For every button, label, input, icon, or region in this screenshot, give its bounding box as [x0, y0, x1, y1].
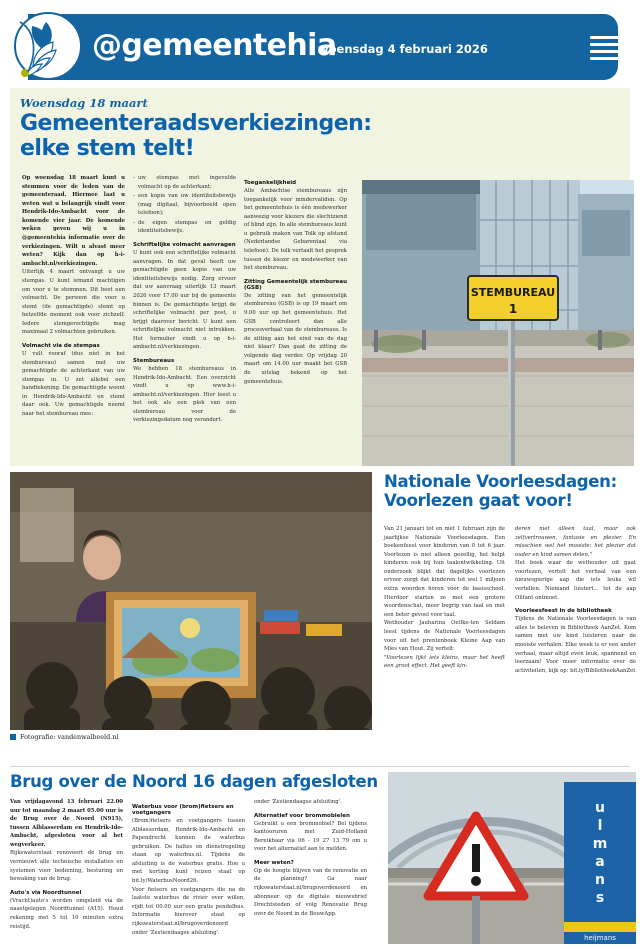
reading-para-bibliotheek: Tijdens de Nationale Voorleesdagen is van alles te beleven in Bibliotheek AanZet. Kom samen met uw kind luisteren naar de mooiste verhalen. Elke week is er een ander verhaal, maar altijd even leuk, spannend en leerzaam! Voor meer informatie over de activiteiten, kijk op: bit.ly/BibliotheekAanZet — [515, 616, 636, 674]
section-divider — [10, 766, 630, 767]
svg-text:1: 1 — [508, 302, 518, 316]
credit-square-icon — [10, 734, 16, 740]
elections-para-stembureaus: We hebben 18 stembureaus in Hendrik-Ido-Ambacht. Een overzicht vindt u op www.h-i-ambacht.nl/verkiezingen. Hier leest u het ook als een plek van een stembureau voor de verkiezingsdatum nog verandert. — [133, 365, 236, 424]
bridge-lead: Van vrijdagavond 13 februari 22.00 uur tot maandag 2 maart 05.00 uur is de Brug over de Noord (N915), tussen Alblasserdam en Hendrik-Ido-Ambacht, afgesloten voor al het wegverkeer. — [10, 799, 123, 848]
bridge-sub-waterbus: Waterbus voor (brom)fietsers en voetgangers — [132, 804, 234, 816]
elections-para-toegankelijkheid: Alle Ambachtse stembureaus zijn toegankelijk voor mindervaliden. Op het gemeentehuis is één medewerker aanwezig voor kiezers die slechtziend of blind zijn. In alle stembureaus kunt u gebruik maken van Tolk op afstand (Nederlandse Gebarentaal via telefoon). De tolk vertaalt het gesprek tussen de kiezer en medewerker van het stembureau. — [244, 188, 347, 272]
article-elections-column-2 — [133, 174, 236, 425]
bridge-para-waterbus-2: Voor fietsers en voetgangers die na de laatste waterbus de rivier over willen, rijdt tot 00.00 uur een gratis pendelbus. Informatie hierover staat op rijkswaterstaat.nl/brugoverdenoord onder 'Zestiendaagse afsluiting'. — [132, 886, 245, 936]
elections-sub-volmacht: Volmacht via de stempas — [22, 342, 100, 349]
elections-para-zitting: De zitting van het gemeentelijk stembureau (GSB) is op 19 maart om 9.00 uur op het gemeentehuis. Het GSB controleert dan alle procesverbaal van de stembureaus. Is de zitting aan het eind van de dag niet klaar? Dan gaat de zitting de volgende dag verder. Op vrijdag 20 maart om 14.00 uur maakt het GSB de uitslag bekend op het gemeentehuis. — [244, 292, 347, 385]
elections-sub-stembureaus: Stembureaus — [133, 357, 175, 364]
bridge-para-1: Rijkswaterstaat renoveert de brug en vernieuwt alle technische installaties en systemen voor bediening, besturing en bewaking van de brug. — [10, 850, 123, 883]
article-elections-column-1 — [22, 174, 125, 419]
roadworks-warning-sign-photo — [388, 772, 636, 944]
photo-credit-text: Fotografie: vandenwalbeeld.nl — [20, 733, 119, 741]
article-bridge-column-2 — [132, 798, 245, 937]
svg-text:a: a — [595, 854, 605, 870]
photo-credit — [10, 733, 118, 741]
list-item: - de eigen stempas en geldig identiteitsbewijs. — [133, 219, 236, 236]
reading-sub-bibliotheek: Voorleesfeest in de bibliotheek — [515, 608, 612, 615]
article-bridge-headline: Brug over de Noord 16 dagen afgesloten — [10, 772, 378, 791]
bridge-sub-brommobielen: Alternatief voor brommobielen — [254, 812, 350, 819]
svg-text:heijmans: heijmans — [584, 934, 616, 942]
svg-text:n: n — [595, 872, 605, 888]
svg-text:u: u — [595, 800, 605, 816]
elections-bullet-list — [133, 174, 236, 236]
article-reading-column-1 — [384, 525, 505, 671]
masthead — [0, 14, 640, 80]
article-elections — [10, 88, 630, 466]
reading-para-1: Van 21 januari tot en met 1 februari zijn de jaarlijkse Nationale Voorleesdagen. Een boekenfeest voor kinderen van 0 tot 6 jaar. Voorlezen is niet alleen gezellig, het helpt kinderen ook bij hun taalontwikkeling. Uit onderzoek blijkt dat dagelijks voorlezen ervoor zorgt dat kinderen tot wel 1 miljoen extra woorden horen vóór de basisschool. Hierdoor starten ze met een grotere woordenschat, meer begrip van taal en met een beter gevoel voor taal. — [384, 526, 505, 618]
article-reading — [10, 472, 636, 762]
elections-sub-toegankelijkheid: Toegankelijkheid — [244, 180, 297, 186]
elections-sub-zitting: Zitting Gemeentelijk stembureau (GSB) — [244, 278, 348, 291]
elections-para-schriftelijk: U kunt ook een schriftelijke volmacht aanvragen. In dat geval heeft uw gemachtigde geen kopie van uw identiteitsbewijs nodig. Zorg ervoor dat uw aanvraag uiterlijk 13 maart 2026 voor 17.00 uur bij de gemeente binnen is. De gemachtigde krijgt de schriftelijke volmacht per post, u krijgt daarover bericht. U kunt een schriftelijke volmacht niet intrekken. Het formulier vindt u op h-i-ambacht.nl/verkiezingen. — [133, 250, 236, 351]
list-item: - een kopie van uw identiteitsbewijs (mag digitaal, bijvoorbeeld open telefoon); — [133, 192, 236, 218]
elections-para-volmacht: U vult vooraf (dus niet in het stembureau) samen met uw gemachtigde de achterkant van uw stempas in. U zet allebei een handtekening. De gemachtigde woont in Hendrik-Ido-Ambacht en stemt daar ook. Uw gemachtigde neemt naar het stembureau mee: — [22, 350, 125, 418]
bridge-para-continued: onder 'Zestiendaagse afsluiting'. — [254, 799, 342, 805]
elections-sub-schriftelijk: Schriftelijke volmacht aanvragen — [133, 242, 236, 249]
article-reading-column-2 — [515, 525, 636, 675]
article-elections-kicker: Woensdag 18 maart — [20, 96, 148, 110]
svg-text:m: m — [592, 836, 608, 852]
bridge-sub-meer: Meer weten? — [254, 859, 294, 866]
bridge-para-waterbus: (Brom)fietsers en voetgangers tussen Alblasserdam, Hendrik-Ido-Ambacht en Papendrecht kunnen de waterbus gebruiken. De haltes en dienstregeling staan op waterbus.nl. Tijdens de afsluiting is de waterbus gratis. Hoe u met korting kunt reizen staat op bit.ly/WaterbusNoord26. — [132, 818, 245, 885]
bridge-sub-auto: Auto's via Noordtunnel — [10, 889, 82, 896]
list-item: - uw stempas met ingevulde volmacht op de achterkant; — [133, 174, 236, 191]
reading-para-3: Het boek waar de wethouder uit gaat voorlezen, vertelt het verhaal van een nieuwsgierige aap die iets leuks wil vertellen. Niemand luistert… tot de aap Olifant ontmoet. — [515, 560, 636, 601]
svg-text:l: l — [597, 818, 603, 834]
article-bridge — [10, 772, 630, 944]
article-bridge-column-1 — [10, 798, 123, 931]
svg-text:s: s — [595, 890, 605, 906]
bridge-para-meer: Op de hoogte blijven van de renovatie en de planning? Ga naar rijkswaterstaat.nl/brugoverdenoord en abonneer op de digitale nieuwsbrief Drechtsteden of volg Renovatie Brug over de Noord in de BouwApp. — [254, 867, 367, 917]
leaf-flower-logo-icon — [16, 14, 82, 82]
bridge-para-auto: (Vracht)auto's worden omgeleid via de naastgelegen Noordtunnel (A15). Houd rekening met 5 tot 10 minuten extra reistijd. — [10, 897, 123, 930]
masthead-title: @gemeentehia — [92, 28, 337, 63]
bridge-para-brommobielen: Gebruikt u een brommobiel? Bel tijdens kantooruren met Zuid-Holland Bereikbaar via 06 - 19 27 13 79 om u voor het alternatief aan te melden. — [254, 820, 367, 853]
reading-quote-start: "Voorlezen lijkt iets kleins, maar het heeft een groot effect. Het geeft kin- — [384, 654, 505, 670]
article-elections-column-3 — [244, 174, 347, 386]
elections-lead: Op woensdag 18 maart kunt u stemmen voor de leden van de gemeenteraad. Hiermee laat u weten wat u belangrijk vindt voor Hendrik-Ido-Ambacht voor de komende vier jaar. De komende weken geven wij u in @gemeentehia informatie over de verkiezingen. Wilt u alvast meer weten? Kijk dan op h-i-ambacht.nl/verkiezingen. — [22, 175, 125, 267]
storytime-reading-photo — [10, 472, 372, 730]
reading-para-2: Wethouder Jauharina Oelfke-ten Seldam leest tijdens de Nationale Voorleesdagen voor uit het prentenboek Kleine Aap van Mies van Hout. Zij vertelt: — [384, 620, 505, 653]
polling-station-photo — [362, 180, 634, 466]
hamburger-menu-icon[interactable] — [590, 36, 626, 64]
svg-text:STEMBUREAU: STEMBUREAU — [470, 286, 556, 299]
article-reading-headline: Nationale Voorleesdagen: Voorlezen gaat voor! — [384, 472, 617, 511]
masthead-date: woensdag 4 februari 2026 — [318, 42, 488, 56]
elections-para-1: Uiterlijk 4 maart ontvangt u uw stempas. U kunt iemand machtigen om voor u te stemmen. Dit heet een volmacht. De persoon die voor u stemt (de gemachtigde) stemt op hetzelfde moment ook voor zichzelf. Iedere stemgerechtigde mag maximaal 2 volmachten gebruiken. — [22, 269, 125, 336]
article-bridge-column-3 — [254, 798, 367, 918]
reading-quote: deren niet alleen taal, maar ook zelfvertrouwen, fantasie en plezier. En misschien wel het mooiste: het plezier dat ouder en kind samen delen." — [515, 526, 636, 558]
article-elections-headline: Gemeenteraadsverkiezingen: elke stem telt! — [20, 111, 372, 161]
